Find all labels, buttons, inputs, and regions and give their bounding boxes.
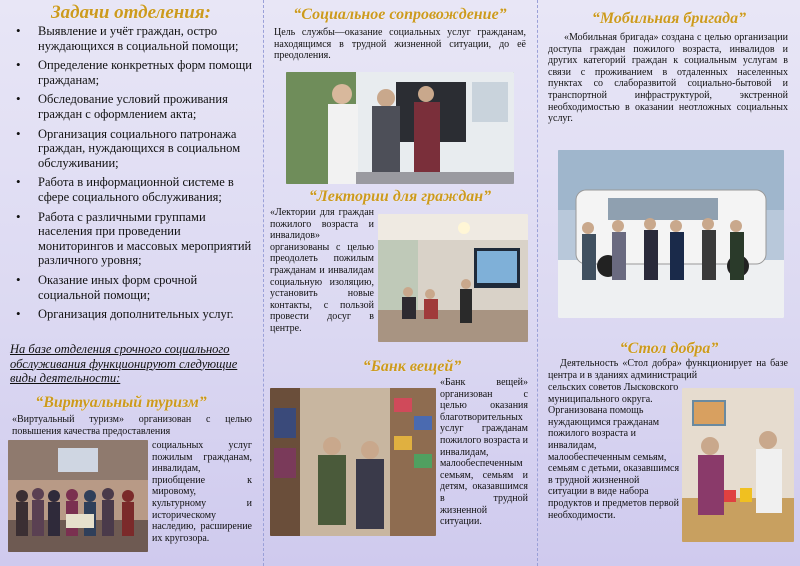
brigade-photo (558, 150, 784, 318)
social-support-heading: “Социальное сопровождение” (293, 6, 507, 23)
list-item: • Работа с различными группами населения при проведении мониторингов и массовых мероприятий различного уровня; (8, 210, 256, 268)
tourism-heading: “Виртуальный туризм” (35, 394, 207, 411)
lecture-photo (378, 214, 528, 342)
list-item: • Обследование условий проживания граждан с оформлением акта; (8, 92, 256, 121)
tasks-heading: Задачи отделения: (51, 2, 211, 23)
kindness-table-heading: “Стол добра” (619, 340, 719, 357)
lecture-heading: “Лектории для граждан” (308, 188, 492, 205)
left-panel (0, 0, 262, 566)
list-item: • Определение конкретных форм помощи гражданам; (8, 58, 256, 87)
bank-photo (270, 388, 436, 536)
bank-heading: “Банк вещей” (362, 358, 462, 375)
brigade-text: «Мобильная бригада» создана с целью организации доступа граждан пожилого возраста, инвалидов и других категорий граждан к социальным услугам в связи с проживанием в отдаленных населенных пунктах со слаборазвитой социально-бытовой и транспортной инфраструктурой, экстренной необходимостью в оказании неотложных социальных услуг. (548, 32, 788, 125)
kindness-table-text-top: Деятельность «Стол добра» функционирует на базе центра и в зданиях администраций (548, 358, 788, 381)
social-support-text: Цель службы—оказание социальных услуг гражданам, находящимся в трудной жизненной ситуации, до её преодоления. (274, 27, 526, 62)
brigade-heading: “Мобильная бригада” (591, 10, 747, 27)
kindness-table-photo (682, 388, 794, 542)
kindness-table-text-side: сельских советов Лысковского муниципального округа. Организована помощь нуждающимся гражданам пожилого возраста и инвалидам, малообеспеченным семьям, семьям с детьми, оказавшимся в трудной жизненной ситуации в виде набора продуктов и предметов первой необходимости. (548, 382, 680, 521)
activities-note: На базе отделения срочного социального обслуживания функционируют следующие виды деятельности: (10, 342, 238, 386)
list-item: • Работа в информационной системе в сфере социального обслуживания; (8, 175, 256, 204)
list-item: • Организация дополнительных услуг. (8, 307, 256, 322)
tourism-text-side: социальных услуг пожилым гражданам, инвалидам, приобщение к мировому, культурному и историческому наследию, расширение их кругозора. (152, 440, 252, 544)
tourism-text-top: «Виртуальный туризм» организован с целью повышения качества предоставления (12, 414, 252, 437)
list-item: • Организация социального патронажа граждан, нуждающихся в социальном обслуживании; (8, 127, 256, 171)
list-item: • Выявление и учёт граждан, остро нуждающихся в социальной помощи; (8, 24, 256, 53)
social-support-photo (286, 72, 514, 184)
bank-text: «Банк вещей» организован с целью оказания благотворительных услуг гражданам пожилого возраста и инвалидам, малообеспеченным семьям, семьям и детям, оказавшимся в трудной жизненной ситуации. (440, 377, 528, 528)
lecture-text: «Лектории для граждан пожилого возраста и инвалидов» организованы с целью преодолеть пожилым гражданам и инвалидам социальную изоляцию, установить новые контакты, с пользой провести досуг в центре. (270, 207, 374, 334)
list-item: • Оказание иных форм срочной социальной помощи; (8, 273, 256, 302)
middle-panel (264, 0, 536, 566)
tourism-photo (8, 440, 148, 552)
tasks-list (8, 24, 256, 327)
right-panel (538, 0, 800, 566)
